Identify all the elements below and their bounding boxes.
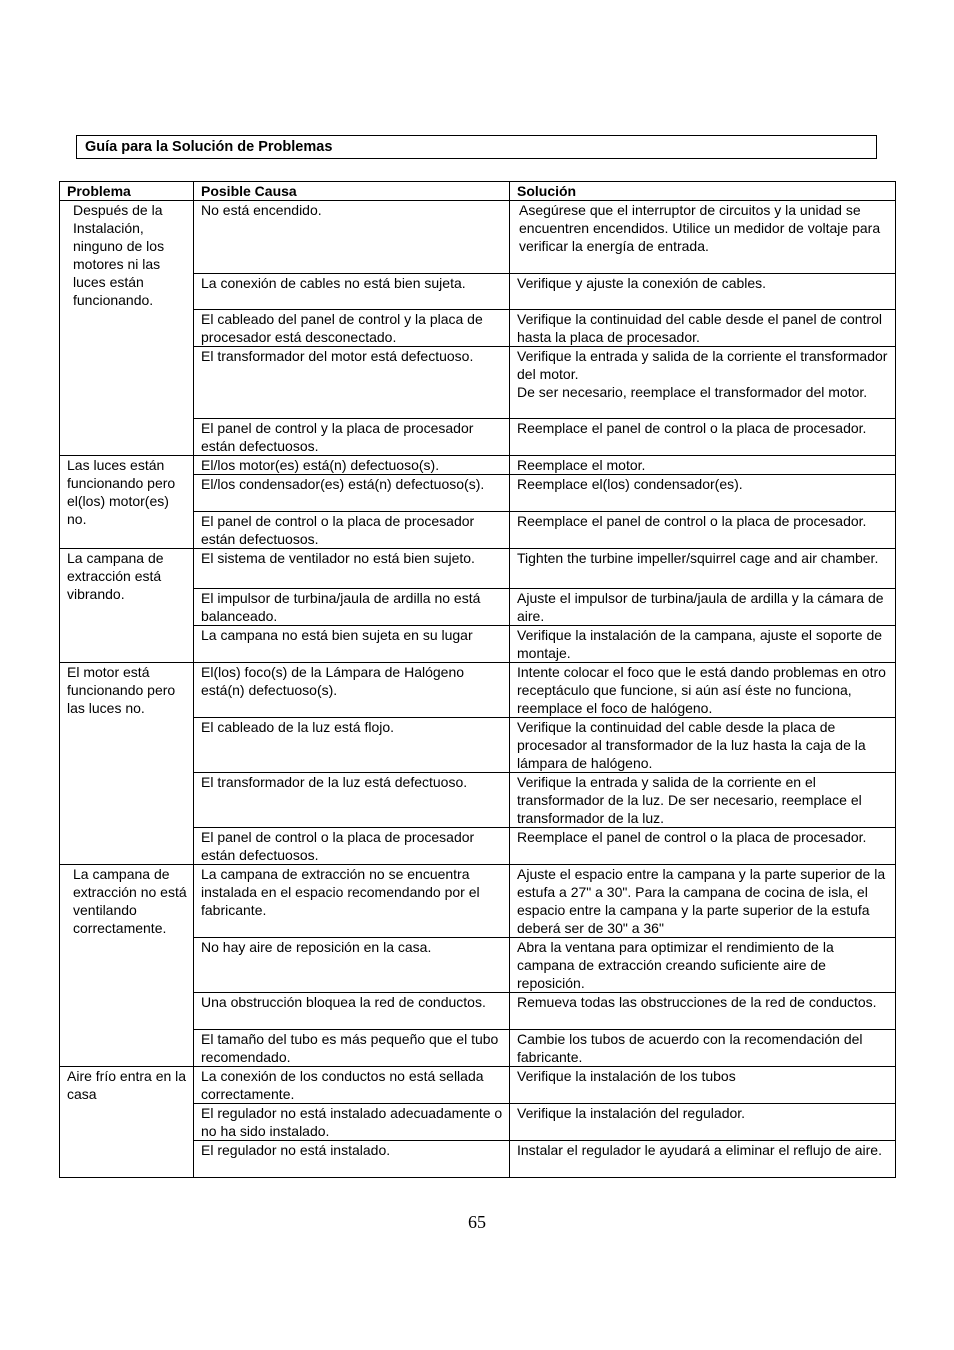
solution-line: De ser necesario, reemplace el transformador del motor.	[517, 384, 868, 400]
cause-cell: El transformador del motor está defectuoso.	[194, 347, 510, 419]
table-row	[60, 456, 896, 475]
cause-cell: El cableado de la luz está flojo.	[194, 718, 510, 773]
header-solution: Solución	[510, 182, 896, 201]
solution-cell: Ajuste el impulsor de turbina/jaula de ardilla y la cámara de aire.	[510, 589, 896, 626]
table-header-row	[60, 182, 896, 201]
solution-cell: Verifique la instalación del regulador.	[510, 1104, 896, 1141]
table-row	[60, 663, 896, 718]
header-cause: Posible Causa	[194, 182, 510, 201]
solution-cell: Intente colocar el foco que le está dando problemas en otro receptáculo que funcione, si aún así éste no funciona, reemplace el foco de halógeno.	[510, 663, 896, 718]
cause-cell: La campana no está bien sujeta en su lugar	[194, 626, 510, 663]
solution-cell: Ajuste el espacio entre la campana y la parte superior de la estufa a 27" a 30". Para la campana de cocina de isla, el espacio entre la campana y la parte superior de la estufa deberá ser de 30" a 36"	[510, 865, 896, 938]
cause-cell: No está encendido.	[194, 201, 510, 274]
section-title-box	[76, 135, 877, 159]
problem-cell: La campana de extracción está vibrando.	[60, 549, 194, 663]
solution-cell: Abra la ventana para optimizar el rendimiento de la campana de extracción creando suficiente aire de reposición.	[510, 938, 896, 993]
cause-cell: El panel de control o la placa de procesador están defectuosos.	[194, 512, 510, 549]
cause-cell: Una obstrucción bloquea la red de conductos.	[194, 993, 510, 1030]
cause-cell: El transformador de la luz está defectuoso.	[194, 773, 510, 828]
solution-cell: Reemplace el(los) condensador(es).	[510, 475, 896, 512]
cause-cell: El cableado del panel de control y la placa de procesador está desconectado.	[194, 310, 510, 347]
solution-cell: Verifique la instalación de los tubos	[510, 1067, 896, 1104]
page-number: 65	[468, 1212, 486, 1232]
cause-cell: La conexión de cables no está bien sujeta.	[194, 274, 510, 310]
cause-cell: El panel de control o la placa de procesador están defectuosos.	[194, 828, 510, 865]
solution-cell: Verifique la instalación de la campana, ajuste el soporte de montaje.	[510, 626, 896, 663]
header-problem: Problema	[60, 182, 194, 201]
problem-cell: Aire frío entra en la casa	[60, 1067, 194, 1178]
cause-cell: El/los motor(es) está(n) defectuoso(s).	[194, 456, 510, 475]
solution-cell: Reemplace el panel de control o la placa de procesador.	[510, 828, 896, 865]
solution-cell: Reemplace el motor.	[510, 456, 896, 475]
solution-cell	[510, 347, 896, 419]
cause-cell: El panel de control y la placa de procesador están defectuosos.	[194, 419, 510, 456]
table-row	[60, 865, 896, 938]
solution-line: Verifique la entrada y salida de la corriente el transformador del motor.	[517, 348, 888, 382]
solution-cell: Verifique la entrada y salida de la corriente en el transformador de la luz. De ser necesario, reemplace el transformador de la luz.	[510, 773, 896, 828]
solution-cell: Verifique la continuidad del cable desde la placa de procesador al transformador de la luz hasta la caja de la lámpara de halógeno.	[510, 718, 896, 773]
solution-cell: Instalar el regulador le ayudará a eliminar el reflujo de aire.	[510, 1141, 896, 1178]
troubleshooting-table	[59, 181, 896, 1178]
solution-cell: Remueva todas las obstrucciones de la red de conductos.	[510, 993, 896, 1030]
problem-cell: Las luces están funcionando pero el(los) motor(es) no.	[60, 456, 194, 549]
problem-cell: El motor está funcionando pero las luces no.	[60, 663, 194, 865]
solution-cell: Tighten the turbine impeller/squirrel cage and air chamber.	[510, 549, 896, 589]
solution-cell: Reemplace el panel de control o la placa de procesador.	[510, 512, 896, 549]
cause-cell: No hay aire de reposición en la casa.	[194, 938, 510, 993]
cause-cell: El/los condensador(es) está(n) defectuoso(s).	[194, 475, 510, 512]
section-title: Guía para la Solución de Problemas	[85, 139, 333, 155]
solution-cell: Verifique la continuidad del cable desde el panel de control hasta la placa de procesador.	[510, 310, 896, 347]
solution-cell: Verifique y ajuste la conexión de cables.	[510, 274, 896, 310]
problem-cell: Después de la Instalación, ninguno de los motores ni las luces están funcionando.	[60, 201, 194, 456]
table-row	[60, 201, 896, 274]
cause-cell: El regulador no está instalado adecuadamente o no ha sido instalado.	[194, 1104, 510, 1141]
solution-cell: Reemplace el panel de control o la placa de procesador.	[510, 419, 896, 456]
solution-cell: Cambie los tubos de acuerdo con la recomendación del fabricante.	[510, 1030, 896, 1067]
solution-cell: Asegúrese que el interruptor de circuitos y la unidad se encuentren encendidos. Utilice un medidor de voltaje para verificar la energía de entrada.	[510, 201, 896, 274]
problem-cell: La campana de extracción no está ventilando correctamente.	[60, 865, 194, 1067]
cause-cell: La conexión de los conductos no está sellada correctamente.	[194, 1067, 510, 1104]
table-row	[60, 1067, 896, 1104]
cause-cell: El(los) foco(s) de la Lámpara de Halógeno está(n) defectuoso(s).	[194, 663, 510, 718]
cause-cell: La campana de extracción no se encuentra instalada en el espacio recomendando por el fabricante.	[194, 865, 510, 938]
cause-cell: El impulsor de turbina/jaula de ardilla no está balanceado.	[194, 589, 510, 626]
table-row	[60, 549, 896, 589]
cause-cell: El regulador no está instalado.	[194, 1141, 510, 1178]
cause-cell: El tamaño del tubo es más pequeño que el tubo recomendado.	[194, 1030, 510, 1067]
cause-cell: El sistema de ventilador no está bien sujeto.	[194, 549, 510, 589]
